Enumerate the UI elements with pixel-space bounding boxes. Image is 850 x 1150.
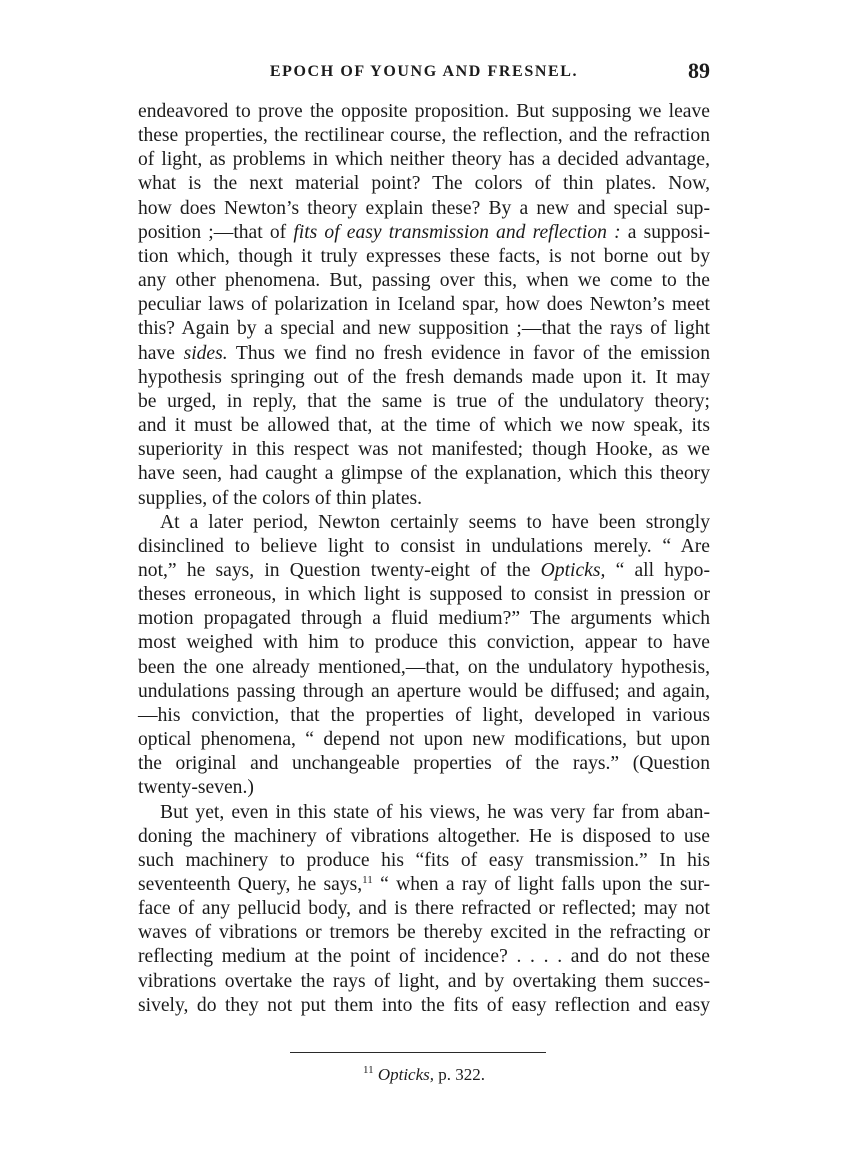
footnote-text: p. 322. [434, 1065, 486, 1084]
italic-word: sides. [183, 342, 228, 364]
text-line: twenty-seven.) [138, 777, 254, 799]
text-line: this? Again by a special and new supposition ;—that the rays of light [138, 318, 710, 340]
text-line: peculiar laws of polarization in Iceland spar, how does Newton’s meet [138, 294, 710, 316]
text-line: superiority in this respect was not manifested; though Hooke, as we [138, 439, 710, 461]
text-line: what is the next material point? The colors of thin plates. Now, [138, 173, 710, 195]
body-text [138, 100, 710, 1018]
text-line: vibrations overtake the rays of light, and by overtaking them succes- [138, 970, 710, 992]
text-line: supplies, of the colors of thin plates. [138, 487, 423, 509]
text-line: of light, as problems in which neither theory has a decided advantage, [138, 149, 710, 171]
footnote [138, 1064, 710, 1086]
text-line: disinclined to believe light to consist in undulations merely. “ Are [138, 535, 710, 557]
text-line: optical phenomena, “ depend not upon new modifications, but upon [138, 729, 710, 751]
text-line [138, 221, 710, 245]
text-line: and it must be allowed that, at the time of which we now speak, its [138, 415, 710, 437]
text-line: doning the machinery of vibrations altogether. He is disposed to use [138, 825, 710, 847]
paragraph-3 [138, 801, 710, 1018]
italic-phrase: fits of easy transmission and reflection : [293, 221, 621, 243]
text-line: theses erroneous, in which light is supposed to consist in pression or [138, 584, 710, 606]
text-line: reflecting medium at the point of incidence? . . . . and do not these [138, 946, 710, 968]
text-run: not,” he says, in Question twenty-eight of the [138, 559, 541, 581]
text-line: have seen, had caught a glimpse of the explanation, which this theory [138, 463, 710, 485]
text-run: a supposi- [620, 221, 710, 243]
page-number: 89 [688, 58, 710, 83]
text-run: position ;—that of [138, 221, 294, 243]
text-line: most weighed with him to produce this conviction, appear to have [138, 632, 710, 654]
text-line: any other phenomena. But, passing over this, when we come to the [138, 270, 710, 292]
paragraph-2 [138, 511, 710, 801]
text-run: Thus we find no fresh evidence in favor of the emission [227, 342, 710, 364]
text-line: But yet, even in this state of his views, he was very far from aban- [160, 801, 710, 823]
text-line [138, 873, 710, 897]
text-line: undulations passing through an aperture would be diffused; and again, [138, 680, 710, 702]
running-title: EPOCH OF YOUNG AND FRESNEL. [269, 63, 579, 80]
footnote-marker: 11 [362, 1064, 374, 1076]
footnote-divider [290, 1052, 546, 1053]
text-line [138, 559, 710, 583]
text-run: “ all hypo- [605, 559, 710, 581]
text-line [138, 342, 710, 366]
text-line: motion propagated through a fluid medium?” The arguments which [138, 608, 710, 630]
footnote-title: Opticks, [377, 1065, 435, 1084]
text-line: tion which, though it truly expresses these facts, is not borne out by [138, 245, 710, 267]
text-run: “ when a ray of light falls upon the sur- [372, 874, 710, 895]
text-line: sively, do they not put them into the fits of easy reflection and easy [138, 994, 710, 1016]
text-line: how does Newton’s theory explain these? By a new and special sup- [138, 197, 710, 219]
text-line: face of any pellucid body, and is there refracted or reflected; may not [138, 898, 710, 920]
running-head [138, 60, 710, 90]
text-line: —his conviction, that the properties of light, developed in various [138, 704, 710, 726]
text-line: be urged, in reply, that the same is true of the undulatory theory; [138, 390, 710, 412]
text-line: At a later period, Newton certainly seems to have been strongly [160, 511, 710, 533]
text-line: these properties, the rectilinear course, the reflection, and the refraction [138, 125, 710, 147]
text-line: waves of vibrations or tremors be thereby excited in the refracting or [138, 922, 710, 944]
text-run: have [138, 342, 184, 364]
text-line: such machinery to produce his “fits of easy transmission.” In his [138, 849, 710, 871]
italic-title: Opticks, [540, 559, 606, 581]
text-run: seventeenth Query, he says, [138, 874, 363, 895]
paragraph-1 [138, 100, 710, 511]
footnote-reference: 11 [362, 874, 373, 886]
text-line: the original and unchangeable properties of the rays.” (Question [138, 753, 710, 775]
text-line: endeavored to prove the opposite proposition. But supposing we leave [138, 101, 710, 122]
text-line: hypothesis springing out of the fresh demands made upon it. It may [138, 366, 710, 388]
text-line: been the one already mentioned,—that, on the undulatory hypothesis, [138, 656, 710, 678]
